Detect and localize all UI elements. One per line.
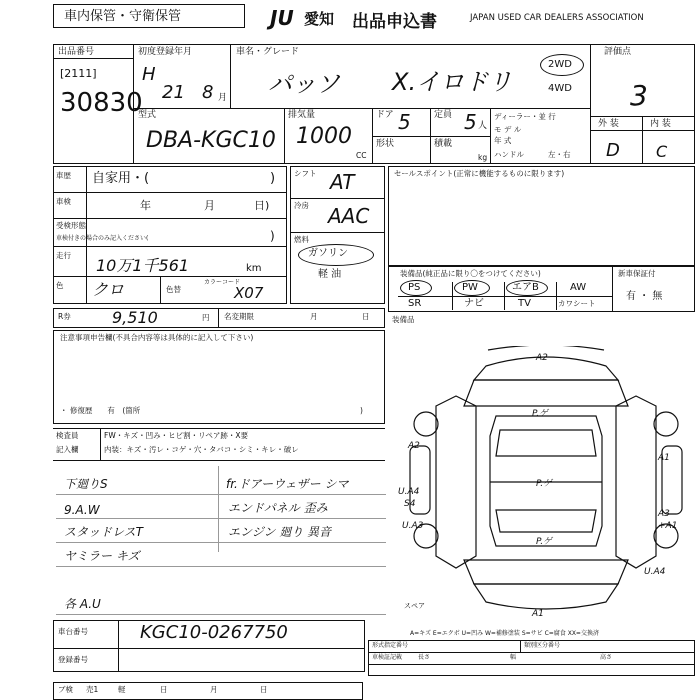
bottom-cell: ブ検: [58, 685, 73, 694]
damage-mark: A2: [408, 441, 420, 451]
divider: [53, 276, 287, 277]
rating-label: 評価点: [604, 47, 632, 57]
fuel-diesel: 軽 油: [318, 269, 342, 280]
capacity-value: 5: [464, 110, 477, 134]
displacement-label: 排気量: [288, 110, 316, 120]
divider: [590, 130, 695, 131]
inspection-month: 月: [204, 199, 215, 212]
damage-mark: S4: [404, 499, 416, 509]
dealer-model-label: モ デ ル: [494, 125, 522, 134]
divider: [118, 620, 119, 672]
capacity-label: 定員: [434, 110, 453, 120]
damage-mark: P.ゲ: [532, 409, 549, 419]
recycle-box: [53, 308, 385, 328]
drive-4wd: 4WD: [548, 83, 572, 94]
car-name-label: 車名・グレード: [236, 47, 300, 57]
registration-label: 初度登録年月: [138, 47, 193, 57]
mileage-value: 10万1千561: [96, 256, 190, 275]
dealer-year-label: 年 式: [494, 136, 512, 145]
divider: [230, 44, 231, 108]
inspector-note: エンドパネル 歪み: [228, 501, 328, 515]
height-label: 高さ: [600, 654, 613, 661]
dealer-label: ディーラー・並 行: [494, 112, 556, 121]
spare-label: スペア: [404, 602, 425, 610]
capacity-unit: 人: [478, 121, 488, 131]
deadline-label: 名変期限: [224, 312, 254, 321]
divider: [284, 108, 285, 164]
ruled-line: [56, 518, 386, 519]
divider: [53, 460, 385, 461]
divider: [160, 276, 161, 304]
history-label: 車歴: [56, 171, 71, 180]
car-grade: X.イロドリ: [392, 68, 513, 96]
equip-navi: ナビ: [464, 298, 484, 309]
inspector-note: ヤミラー キズ: [64, 549, 140, 563]
damage-mark: U.A4: [644, 567, 666, 577]
inspector-note: fr.ドアーウェザー シマ: [226, 477, 349, 491]
bottom-cell: 売1: [86, 685, 99, 694]
storage-label: 車内保管・守衛保管: [64, 9, 182, 24]
equip-pw: PW: [462, 282, 478, 293]
inspector-label: 検査員: [56, 431, 79, 440]
divider: [612, 266, 613, 312]
color-value: クロ: [92, 280, 125, 299]
inspector-note: スタッドレスT: [64, 525, 143, 539]
bottom-cell: 軽: [118, 685, 126, 694]
damage-legend: A=キズ E=エクボ U=凹み W=補修塗装 S=サビ C=腐食 XX=交換済: [410, 630, 599, 637]
ruled-line: [56, 494, 386, 495]
divider: [504, 282, 505, 310]
bottom-cell: 月: [210, 685, 218, 694]
divider: [53, 58, 133, 59]
exterior-grade: D: [606, 140, 620, 161]
inspector-note: 9.A.W: [64, 503, 100, 517]
divider: [452, 282, 453, 310]
divider: [290, 198, 385, 199]
divider: [556, 282, 557, 310]
damage-mark: +A1: [658, 521, 678, 531]
org-english: JAPAN USED CAR DEALERS ASSOCIATION: [470, 13, 644, 23]
displacement-value: 1000: [296, 124, 352, 149]
certificate-label: 車検証記載: [372, 654, 403, 661]
handle-options: 左・右: [548, 150, 571, 159]
ruled-line: [218, 466, 219, 552]
divider: [398, 296, 612, 297]
registration-month-unit: 月: [218, 93, 228, 103]
deadline-day: 日: [362, 312, 370, 321]
acceptance-note: 車検付きの場合のみ記入ください(: [56, 235, 149, 242]
divider: [100, 428, 101, 460]
storage-label-box: [53, 4, 245, 28]
inspector-label-2: 記入欄: [56, 445, 79, 454]
ruled-line: [56, 542, 386, 543]
inspector-exterior-codes: FW・キズ・凹み・ヒビ割・リペア跡・X要: [104, 431, 249, 440]
damage-mark: A3: [658, 509, 670, 519]
org-name: 愛知: [304, 10, 335, 28]
inspector-note: 下廻りS: [64, 477, 108, 491]
equipment-after-label: 装備品: [392, 315, 415, 324]
divider: [642, 116, 643, 164]
fuel-gas: ガソリン: [308, 248, 348, 259]
handle-label: ハンドル: [494, 150, 524, 159]
length-label: 長さ: [418, 654, 431, 661]
equip-sr: SR: [408, 298, 422, 309]
chassis-label: 車台番号: [58, 627, 88, 636]
doors-value: 5: [398, 110, 411, 134]
mileage-label: 走行: [56, 251, 71, 260]
equipment-label: 装備品(純正品に限り〇をつけてください): [400, 269, 541, 278]
registration-era: H: [142, 64, 156, 85]
registration-month: 8: [202, 82, 214, 103]
damage-mark: A2: [536, 353, 548, 363]
divider: [590, 44, 591, 164]
equip-aw: AW: [570, 282, 587, 293]
exterior-label: 外 装: [598, 119, 619, 129]
weight-label: 積載: [434, 139, 453, 149]
car-name: パッソ: [268, 70, 340, 98]
divider: [520, 640, 521, 652]
rating-value: 3: [630, 79, 648, 112]
sales-point-label: セールスポイント(正常に機能するものに限ります): [394, 169, 565, 178]
color-label: 色: [56, 281, 64, 290]
divider: [290, 232, 385, 233]
chassis-number: KGC10-0267750: [140, 622, 288, 643]
lot-sub-number: [2111]: [60, 67, 97, 80]
inspection-year: 年: [140, 199, 151, 212]
ruled-line: [56, 614, 386, 615]
ruled-line: [56, 566, 386, 567]
repair-close: ): [360, 406, 363, 415]
car-diagram: [396, 346, 696, 618]
deadline-month: 月: [310, 312, 318, 321]
shape-label: 形状: [376, 139, 395, 149]
fuel-label: 燃料: [294, 235, 309, 244]
divider: [368, 652, 695, 653]
interior-grade: C: [656, 142, 668, 161]
notes-label: 注意事項申告欄(不具合内容等は具体的に記入して下さい): [60, 333, 254, 342]
divider: [53, 192, 287, 193]
displacement-unit: CC: [356, 151, 367, 160]
shift-value: AT: [330, 170, 355, 194]
damage-mark: A1: [658, 453, 670, 463]
divider: [368, 664, 695, 665]
registration-year: 21: [162, 82, 185, 103]
equip-tv: TV: [518, 298, 531, 309]
color-code-label: カラーコード: [204, 279, 241, 286]
model-label: 型式: [138, 110, 157, 120]
equip-leather-seat: カワシート: [558, 299, 596, 308]
equip-airbag: エアB: [512, 282, 539, 293]
recycle-unit: 円: [202, 313, 210, 322]
interior-label: 内 装: [650, 119, 671, 129]
form-type-label: 形式指定番号: [372, 642, 409, 649]
bottom-strip: [53, 682, 363, 700]
weight-unit: kg: [478, 153, 488, 162]
damage-mark: P.ゲ: [536, 479, 553, 489]
new-car-warranty-label: 新車保証付: [618, 269, 656, 278]
bottom-cell: 日: [160, 685, 168, 694]
sales-point-box: [388, 166, 695, 266]
history-close: ): [270, 171, 276, 186]
divider: [590, 116, 695, 117]
damage-mark: P.ゲ: [536, 537, 553, 547]
doors-label: ドア: [376, 110, 394, 120]
damage-mark: U.A3: [402, 521, 424, 531]
acceptance-close: ): [270, 229, 275, 243]
color-num-label: 色替: [166, 285, 181, 294]
repair-history: ・ 修復歴 有 (箇所: [60, 406, 141, 415]
inspector-note: 各 A.U: [64, 597, 101, 611]
aircon-label: 冷房: [294, 201, 309, 210]
ju-logo: JU: [270, 6, 294, 30]
plate-label: 登録番号: [58, 655, 88, 664]
shift-label: シフト: [294, 169, 317, 178]
width-label: 幅: [510, 654, 517, 661]
equip-ps: PS: [408, 282, 421, 293]
acceptance-label: 受検形態: [56, 221, 86, 230]
damage-mark: U.A4: [398, 487, 420, 497]
inspection-label: 車検: [56, 197, 71, 206]
color-code: X07: [234, 284, 264, 302]
bottom-cell: 日: [260, 685, 268, 694]
form-title: 出品申込書: [352, 12, 437, 32]
new-car-warranty-options: 有 ・ 無: [626, 291, 663, 302]
history-value: 自家用・(: [92, 171, 150, 186]
mileage-unit: km: [246, 263, 262, 274]
inspector-interior-codes: 内装：キズ・汚レ・コゲ・穴・タバコ・シミ・キレ・破レ: [104, 445, 299, 454]
inspection-day: 日): [254, 199, 270, 212]
divider: [490, 108, 491, 164]
divider: [53, 428, 385, 429]
recycle-value: 9,510: [112, 308, 158, 327]
damage-mark: A1: [532, 609, 544, 618]
divider: [53, 648, 365, 649]
recycle-label: R券: [58, 312, 71, 321]
divider: [372, 136, 490, 137]
aircon-value: AAC: [328, 204, 370, 228]
inspector-note: エンジン 廻り 異音: [228, 525, 332, 539]
lot-number: 30830: [60, 88, 143, 118]
divider: [133, 108, 590, 109]
divider: [53, 218, 287, 219]
lot-label: 出品番号: [58, 47, 95, 57]
model-value: DBA-KGC10: [146, 128, 276, 153]
drive-2wd: 2WD: [548, 59, 572, 70]
divider: [53, 246, 287, 247]
class-label: 類別区分番号: [524, 642, 561, 649]
divider: [218, 308, 219, 328]
